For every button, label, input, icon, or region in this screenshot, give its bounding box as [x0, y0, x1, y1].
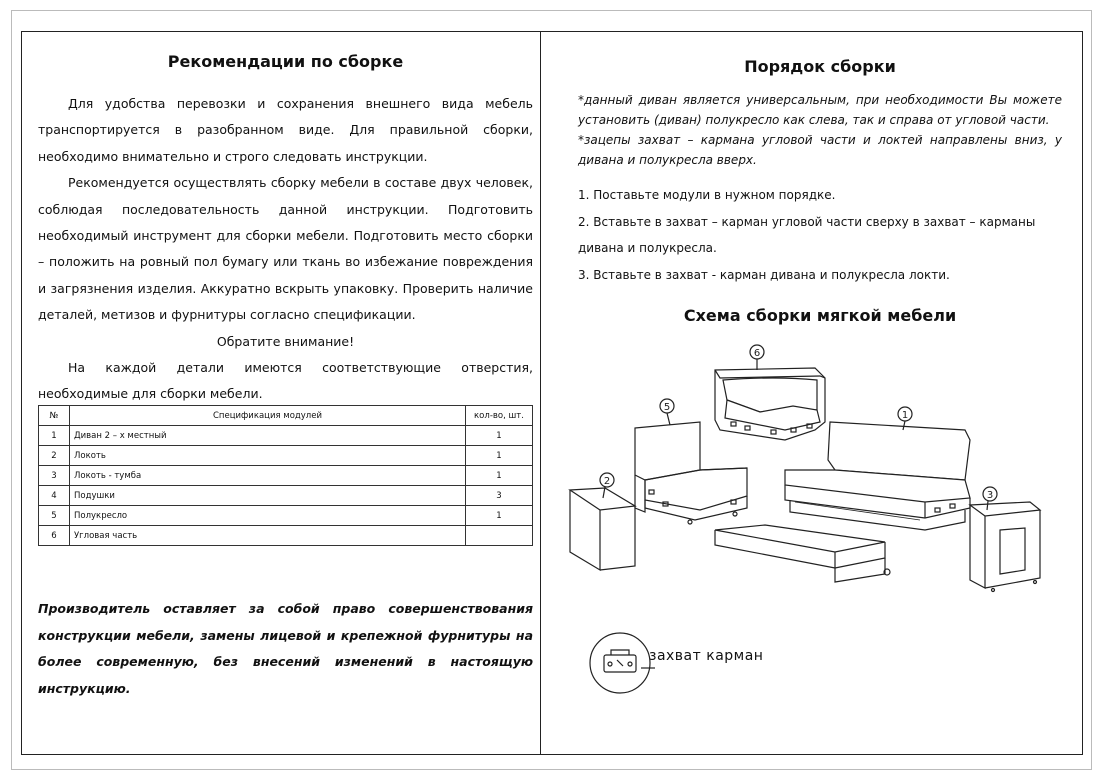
assembly-steps	[578, 182, 1062, 288]
spec-table-header	[39, 406, 533, 426]
label-2: 2	[603, 476, 611, 487]
corner-part-drawing	[715, 368, 825, 440]
right-column	[578, 57, 1062, 325]
row-num: 2	[39, 446, 70, 466]
row-name: Угловая часть	[70, 526, 466, 546]
hooks-note: *зацепы захват – кармана угловой части и локтей направлены вниз, у дивана и полукресла вверх.	[578, 133, 1062, 167]
step-3: 3. Вставьте в захват - карман дивана и полукресла локти.	[578, 267, 950, 282]
drawer-drawing	[715, 525, 890, 582]
row-name: Локоть - тумба	[70, 466, 466, 486]
spec-table	[38, 405, 533, 546]
step-2: 2. Вставьте в захват – карман угловой части сверху в захват – карманы дивана и полукресла.	[578, 214, 1036, 255]
manufacturer-note: Производитель оставляет за собой право совершенствования конструкции мебели, замены лицевой и крепежной фурнитуры на более современную, без внесений изменений в настоящую инструкцию.	[38, 601, 533, 696]
scheme-title: Схема сборки мягкой мебели	[683, 306, 957, 325]
left-title: Рекомендации по сборке	[167, 52, 404, 71]
row-qty: 1	[466, 506, 533, 526]
row-num: 6	[39, 526, 70, 546]
label-6: 6	[753, 348, 761, 359]
table-row	[39, 506, 533, 526]
table-row	[39, 446, 533, 466]
table-row	[39, 526, 533, 546]
row-qty: 1	[466, 426, 533, 446]
sofa-drawing	[785, 422, 970, 530]
armrest-drawing	[570, 488, 635, 570]
row-name: Полукресло	[70, 506, 466, 526]
paragraph-transport: Для удобства перевозки и сохранения внешнего вида мебель транспортируется в разобранном виде. Для правильной сборки, необходимо внимательно и строго следовать инструкции.	[38, 96, 533, 164]
row-qty: 3	[466, 486, 533, 506]
row-num: 5	[39, 506, 70, 526]
header-num: №	[39, 406, 70, 426]
left-column	[38, 52, 533, 408]
table-row	[39, 486, 533, 506]
half-armchair-drawing	[635, 422, 747, 524]
row-name: Диван 2 – х местный	[70, 426, 466, 446]
row-name: Локоть	[70, 446, 466, 466]
armrest-nightstand-drawing	[970, 502, 1040, 592]
legend-label: захват карман	[649, 648, 764, 664]
right-title: Порядок сборки	[744, 57, 896, 76]
row-qty: 1	[466, 466, 533, 486]
universal-note: *данный диван является универсальным, при необходимости Вы можете установить (диван) полукресло как слева, так и справа от угловой части.	[578, 93, 1062, 127]
row-num: 1	[39, 426, 70, 446]
label-1: 1	[901, 410, 909, 421]
row-qty	[466, 526, 533, 546]
row-num: 4	[39, 486, 70, 506]
attention-label: Обратите внимание!	[216, 333, 355, 349]
row-qty: 1	[466, 446, 533, 466]
assembly-scheme-drawing	[545, 330, 1075, 710]
header-spec: Спецификация модулей	[70, 406, 466, 426]
header-qty: кол-во, шт.	[466, 406, 533, 426]
row-num: 3	[39, 466, 70, 486]
table-row	[39, 426, 533, 446]
column-divider	[540, 31, 541, 755]
table-row	[39, 466, 533, 486]
hook-pocket-icon	[590, 633, 650, 693]
paragraph-recommendation: Рекомендуется осуществлять сборку мебели в составе двух человек, соблюдая последовательность данной инструкции. Подготовить необходимый инструмент для сборки мебели. Подготовить место сборки – положить на ровный пол бумагу или ткань во избежание повреждения и загрязнения изделия. Аккуратно вскрыть упаковку. Проверить наличие деталей, метизов и фурнитуры согласно спецификации.	[38, 175, 533, 323]
label-3: 3	[986, 490, 994, 501]
paragraph-holes: На каждой детали имеются соответствующие отверстия, необходимые для сборки мебели.	[38, 360, 533, 402]
label-5: 5	[663, 402, 671, 413]
step-1: 1. Поставьте модули в нужном порядке.	[578, 188, 836, 202]
row-name: Подушки	[70, 486, 466, 506]
